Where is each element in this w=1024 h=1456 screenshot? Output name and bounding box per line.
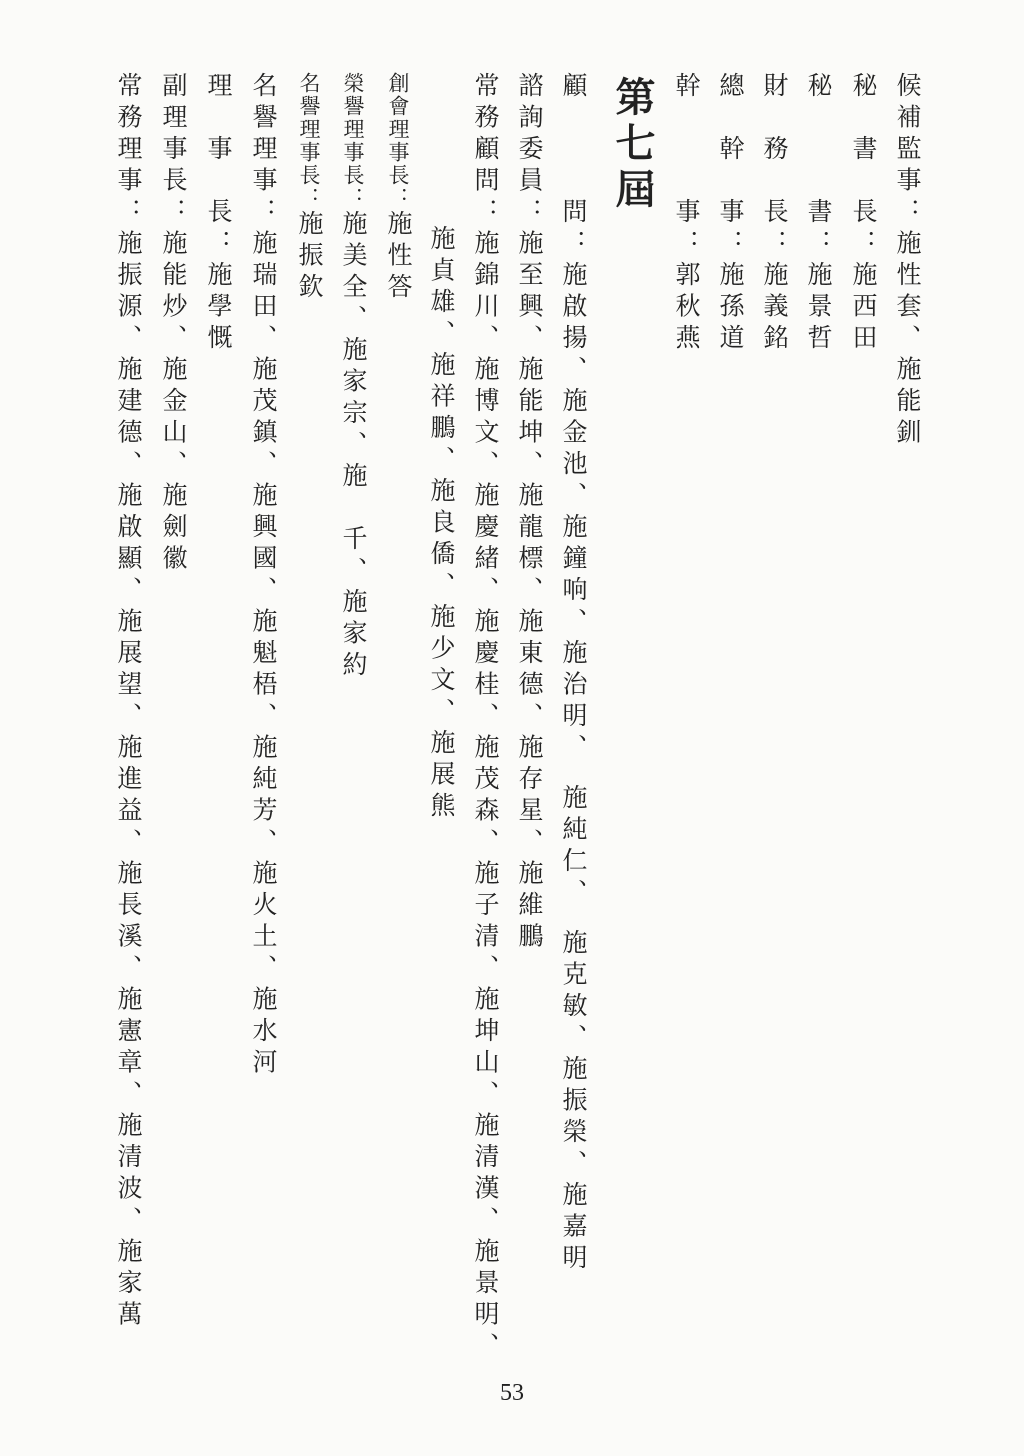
column-founding-chairman: [386, 72, 411, 305]
name-list: 施能炒、施金山、施劍徽: [159, 229, 188, 576]
column-officer: [674, 72, 699, 356]
column-vice-chairmen: [161, 72, 186, 576]
column-honorary-chairman-2: [297, 72, 322, 305]
role-label: 總 幹 事：: [716, 72, 745, 261]
column-standing-advisors-continued: [429, 225, 454, 824]
name-list: 施美全、施家宗、施 千、施家約: [339, 210, 368, 683]
page-number: 53: [500, 1380, 524, 1406]
role-label: 秘 書：: [804, 72, 833, 261]
role-label: 副理事長：: [159, 72, 188, 230]
role-label: 顧 問：: [559, 72, 588, 261]
name-list: 施性答: [384, 210, 413, 305]
role-label: 幹 事：: [672, 72, 701, 261]
role-label: 常務理事：: [114, 72, 143, 230]
name-list: 施至興、施能坤、施龍標、施東德、施存星、施維鵬: [515, 229, 544, 954]
role-label: 常務顧問：: [471, 72, 500, 230]
name-list: 施義銘: [760, 261, 789, 356]
column-consulting-committee: [517, 72, 542, 954]
column-standing-directors: [116, 72, 141, 1332]
name-list: 施西田: [849, 261, 878, 356]
role-label: 名譽理事：: [249, 72, 278, 230]
name-list: 施錦川、施博文、施慶緒、施慶桂、施茂森、施子清、施坤山、施清漢、施景明、: [471, 229, 500, 1364]
column-standing-advisors: [473, 72, 498, 1364]
column-alternate-supervisors: [895, 72, 920, 450]
name-list: 施瑞田、施茂鎮、施興國、施魁梧、施純芳、施火土、施水河: [249, 229, 278, 1080]
column-general-secretary: [718, 72, 743, 356]
name-list: 施振欽: [295, 210, 324, 305]
column-treasurer: [762, 72, 787, 356]
column-honorary-chairmen: [341, 72, 366, 683]
role-label: 榮譽理事長：: [341, 72, 365, 210]
name-list: 施學慨: [204, 261, 233, 356]
name-list: 施性套、施能釧: [893, 229, 922, 450]
column-secretary: [806, 72, 831, 356]
name-list: 施孫道: [716, 261, 745, 356]
role-label: 理 事 長：: [204, 72, 233, 261]
role-label: 財 務 長：: [760, 72, 789, 261]
name-list: 施振源、施建德、施啟顯、施展望、施進益、施長溪、施憲章、施清波、施家萬: [114, 229, 143, 1332]
role-label: 諮詢委員：: [515, 72, 544, 230]
role-label: 秘 書 長：: [849, 72, 878, 261]
name-list: 施景哲: [804, 261, 833, 356]
column-secretary-general: [851, 72, 876, 356]
role-label: 創會理事長：: [386, 72, 410, 210]
column-honorary-directors: [251, 72, 276, 1080]
name-list: 施貞雄、施祥鵬、施良僑、施少文、施展熊: [427, 225, 456, 824]
column-advisors: [561, 72, 586, 1276]
section-heading: 第七屆: [609, 76, 655, 214]
role-label: 候補監事：: [893, 72, 922, 230]
column-chairman: [206, 72, 231, 356]
name-list: 郭秋燕: [672, 261, 701, 356]
name-list: 施啟揚、施金池、施鐘响、施治明、 施純仁、 施克敏、施振榮、施嘉明: [559, 261, 588, 1276]
role-label: 名譽理事長：: [297, 72, 321, 210]
